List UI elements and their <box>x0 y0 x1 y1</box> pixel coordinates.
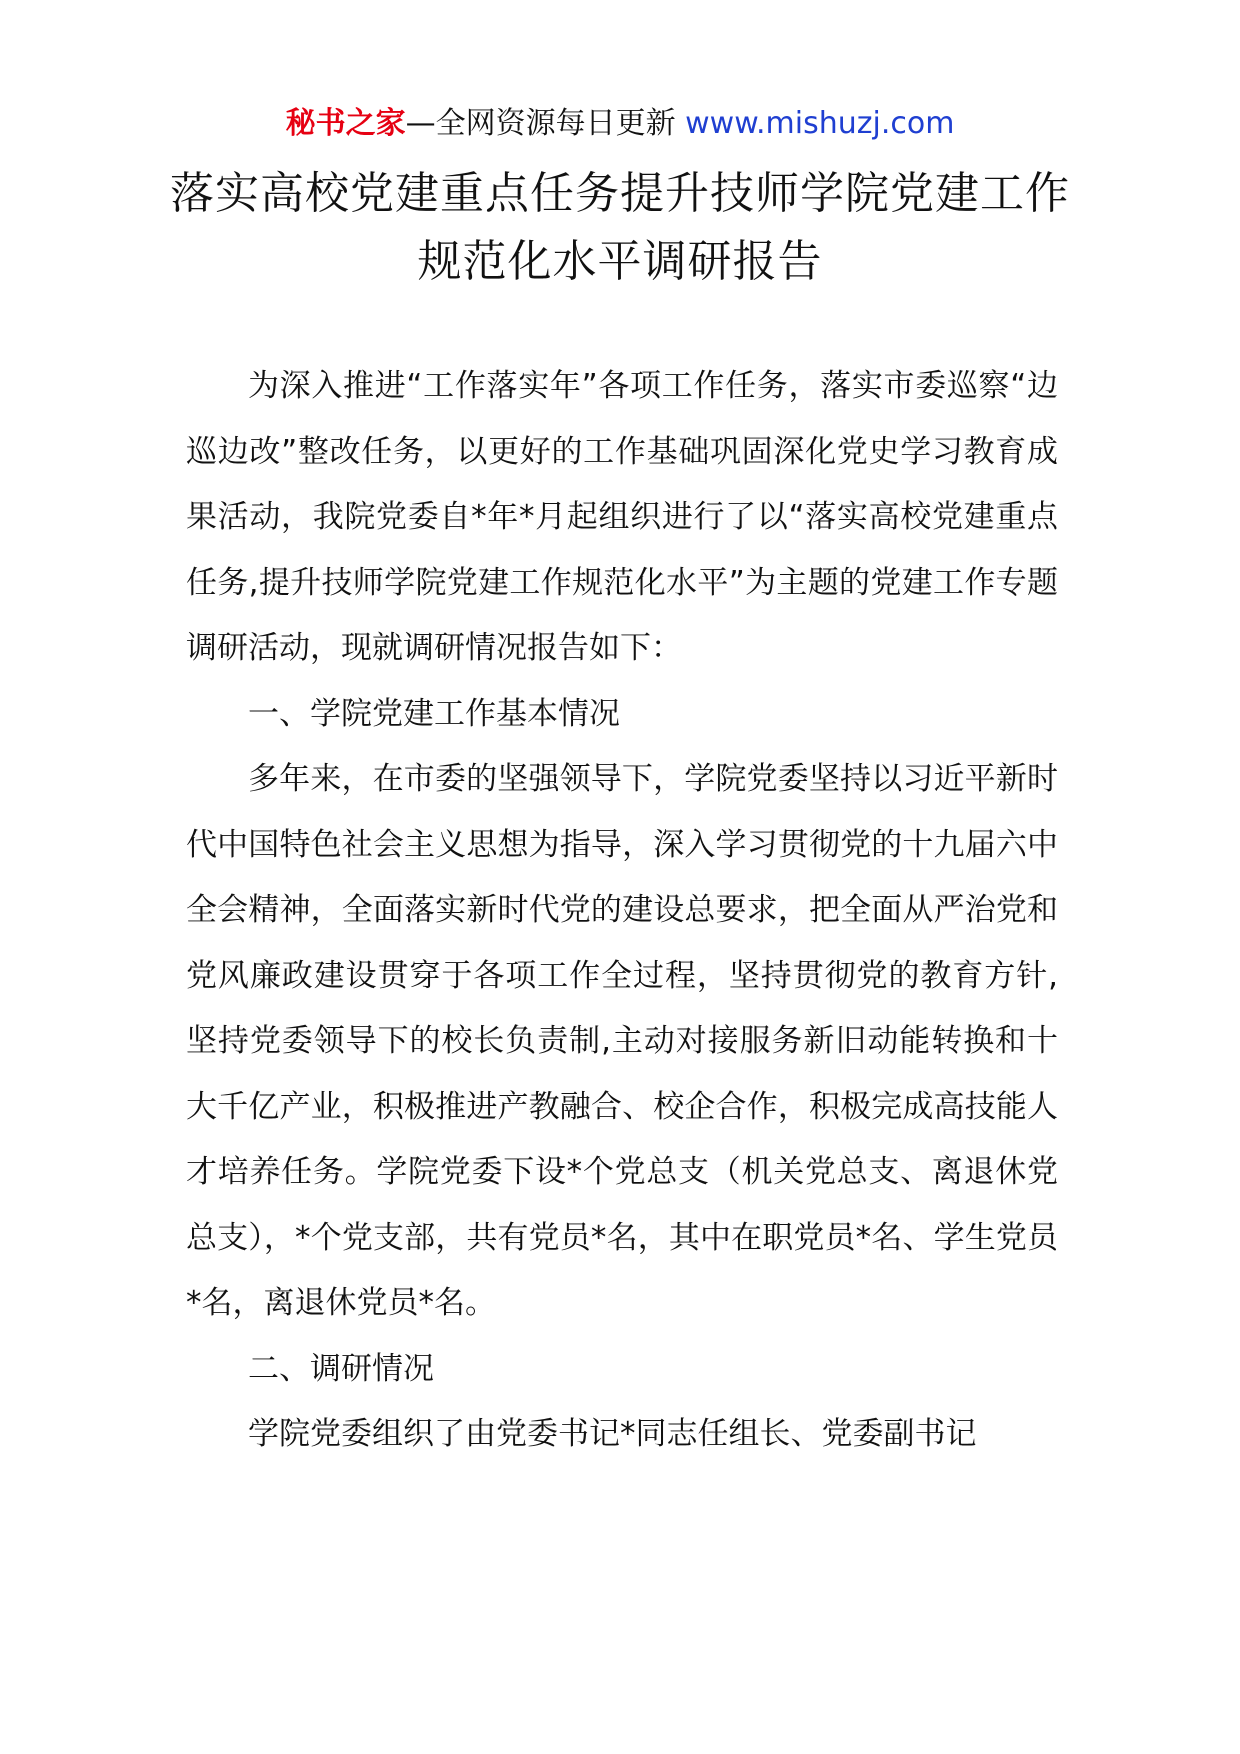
site-slogan: —全网资源每日更新 <box>405 106 686 141</box>
section-heading-1: 一、学院党建工作基本情况 <box>248 695 620 732</box>
intro-paragraph: 为深入推进“工作落实年”各项工作任务，落实市委巡察“边巡边改”整改任务，以更好的工作基础巩固深化党史学习教育成果活动，我院党委自*年*月起组织进行了以“落实高校党建重点任务,提升技师学院党建工作规范化水平”为主题的党建工作专题调研活动，现就调研情况报告如下： <box>186 368 1058 666</box>
site-url-link[interactable]: www.mishuzj.com <box>685 106 955 141</box>
document-title: 落实高校党建重点任务提升技师学院党建工作规范化水平调研报告 <box>170 168 1070 287</box>
site-header <box>0 102 1240 146</box>
section-2-paragraph: 学院党委组织了由党委书记*同志任组长、党委副书记 <box>248 1416 977 1452</box>
section-heading-2: 二、调研情况 <box>248 1350 434 1387</box>
site-brand: 秘书之家 <box>285 106 406 141</box>
section-1-paragraph: 多年来，在市委的坚强领导下，学院党委坚持以习近平新时代中国特色社会主义思想为指导，深入学习贯彻党的十九届六中全会精神，全面落实新时代党的建设总要求，把全面从严治党和党风廉政建设贯穿于各项工作全过程，坚持贯彻党的教育方针,坚持党委领导下的校长负责制,主动对接服务新旧动能转换和十大千亿产业，积极推进产教融合、校企合作，积极完成高技能人才培养任务。学院党委下设*个党总支（机关党总支、离退休党总支），*个党支部，共有党员*名，其中在职党员*名、学生党员*名，离退休党员*名。 <box>186 761 1058 1321</box>
document-body <box>186 354 1058 1468</box>
